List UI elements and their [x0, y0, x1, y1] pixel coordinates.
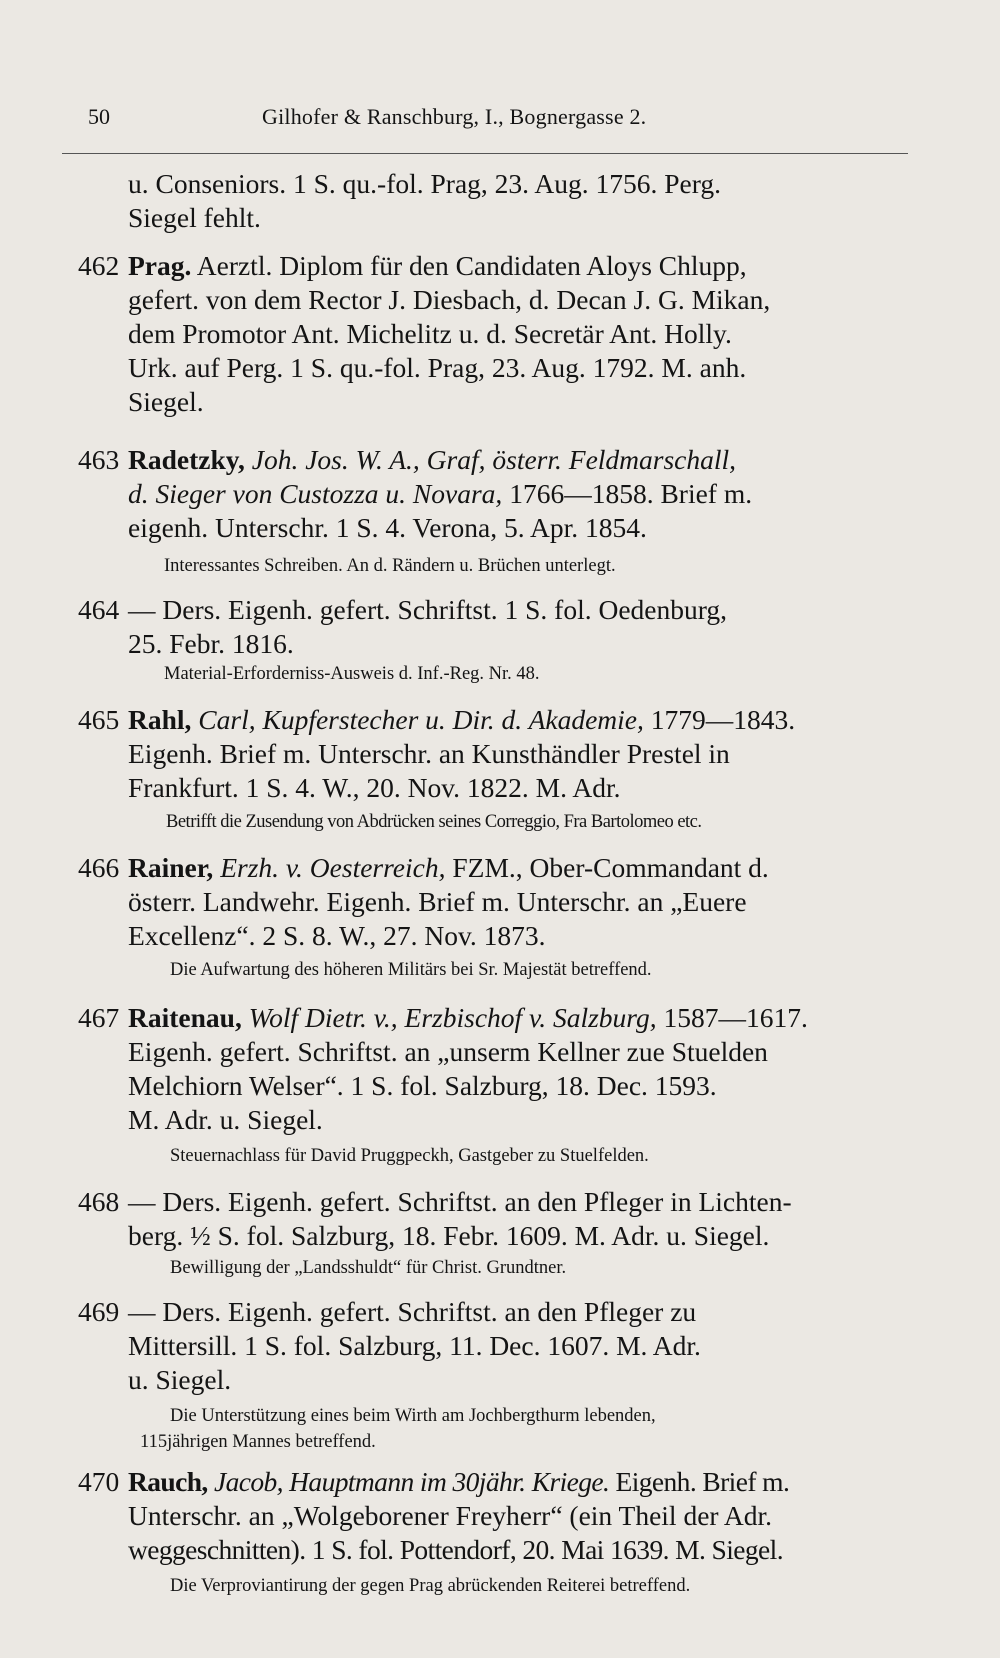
entry-467-line-3: Melchiorn Welser“. 1 S. fol. Salzburg, 18. Dec. 1593.	[128, 1070, 717, 1101]
entry-469-number: 469	[78, 1296, 120, 1327]
entry-467-note: Steuernachlass für David Pruggpeckh, Gastgeber zu Stuelfelden.	[170, 1146, 649, 1166]
entry-470-note: Die Verproviantirung der gegen Prag abrückenden Reiterei betreffend.	[170, 1576, 691, 1596]
entry-467-line-2: Eigenh. gefert. Schriftst. an „unserm Kellner zue Stuelden	[128, 1036, 768, 1067]
entry-466-line-1	[128, 852, 769, 884]
entry-468-note: Bewilligung der „Landsshuldt“ für Christ. Grundtner.	[170, 1258, 567, 1278]
entry-465-line-1-italic: Carl, Kupferstecher u. Dir. d. Akademie,	[191, 704, 644, 735]
entry-468-line-1: — Ders. Eigenh. gefert. Schriftst. an den Pfleger in Lichten-	[128, 1186, 792, 1217]
entry-463-line-2-italic: d. Sieger von Custozza u. Novara,	[128, 478, 503, 509]
entry-462-line-1-text: Aerztl. Diplom für den Candidaten Aloys Chlupp,	[191, 250, 747, 281]
entry-465-name: Rahl,	[128, 704, 192, 735]
entry-466-number: 466	[78, 852, 120, 883]
entry-466-note: Die Aufwartung des höheren Militärs bei Sr. Majestät betreffend.	[170, 960, 652, 980]
entry-462-line-3: dem Promotor Ant. Michelitz u. d. Secretär Ant. Holly.	[128, 318, 732, 349]
entry-465-line-3: Frankfurt. 1 S. 4. W., 20. Nov. 1822. M. Adr.	[128, 772, 621, 803]
entry-464-number: 464	[78, 594, 120, 625]
entry-463-line-2-text: 1766—1858. Brief m.	[502, 478, 753, 509]
entry-466-name: Rainer,	[128, 852, 214, 883]
entry-463-line-3: eigenh. Unterschr. 1 S. 4. Verona, 5. Apr. 1854.	[128, 512, 647, 543]
entry-463-number: 463	[78, 444, 120, 475]
entry-465-line-1	[128, 704, 795, 736]
entry-465-line-2: Eigenh. Brief m. Unterschr. an Kunsthändler Prestel in	[128, 738, 730, 769]
entry-469-note-line-2: 115jährigen Mannes betreffend.	[140, 1432, 376, 1452]
entry-467-line-1	[128, 1002, 808, 1034]
entry-462-name: Prag.	[128, 250, 192, 281]
entry-467-name: Raitenau,	[128, 1002, 242, 1033]
entry-469-line-1: — Ders. Eigenh. gefert. Schriftst. an den Pfleger zu	[128, 1296, 697, 1327]
entry-462-line-5: Siegel.	[128, 386, 204, 417]
entry-463-name: Radetzky,	[128, 444, 245, 475]
entry-continuation-line-2: Siegel fehlt.	[128, 202, 261, 233]
entry-continuation-line-1: u. Conseniors. 1 S. qu.-fol. Prag, 23. Aug. 1756. Perg.	[128, 168, 722, 199]
entry-463-line-1-italic: Joh. Jos. W. A., Graf, österr. Feldmarschall,	[244, 444, 737, 475]
entry-466-line-1-italic: Erzh. v. Oesterreich,	[213, 852, 446, 883]
entry-464-note: Material-Erforderniss-Ausweis d. Inf.-Reg. Nr. 48.	[164, 664, 540, 684]
entry-467-line-1-text: 1587—1617.	[656, 1002, 808, 1033]
entry-464-line-2: 25. Febr. 1816.	[128, 628, 294, 659]
entry-469-line-2: Mittersill. 1 S. fol. Salzburg, 11. Dec. 1607. M. Adr.	[128, 1330, 701, 1361]
entry-470-name: Rauch,	[128, 1466, 208, 1497]
entry-464-line-1: — Ders. Eigenh. gefert. Schriftst. 1 S. fol. Oedenburg,	[128, 594, 728, 625]
entry-463-note: Interessantes Schreiben. An d. Rändern u. Brüchen unterlegt.	[164, 556, 616, 576]
entry-467-number: 467	[78, 1002, 120, 1033]
entry-463-line-1	[128, 444, 736, 476]
entry-462-line-1	[128, 250, 747, 282]
entry-470-line-1-text: Eigenh. Brief m.	[609, 1466, 790, 1497]
entry-470-line-2: Unterschr. an „Wolgeborener Freyherr“ (ein Theil der Adr.	[128, 1500, 773, 1531]
entry-465-line-1-text: 1779—1843.	[643, 704, 796, 735]
entry-469-note-line-1: Die Unterstützung eines beim Wirth am Jochbergthurm lebenden,	[170, 1406, 656, 1426]
entry-466-line-1-text: FZM., Ober-Commandant d.	[445, 852, 769, 883]
entry-467-line-1-italic: Wolf Dietr. v., Erzbischof v. Salzburg,	[241, 1002, 657, 1033]
entry-469-line-3: u. Siegel.	[128, 1364, 232, 1395]
entry-470-line-1-italic: Jacob, Hauptmann im 30jähr. Kriege.	[207, 1466, 610, 1497]
header-rule	[62, 153, 908, 154]
page-header	[0, 104, 1000, 144]
entry-470-number: 470	[78, 1466, 120, 1497]
entry-466-line-2: österr. Landwehr. Eigenh. Brief m. Unterschr. an „Euere	[128, 886, 747, 917]
entry-462-line-2: gefert. von dem Rector J. Diesbach, d. Decan J. G. Mikan,	[128, 284, 771, 315]
entry-465-note: Betrifft die Zusendung von Abdrücken seines Correggio, Fra Bartolomeo etc.	[166, 812, 702, 832]
entry-468-line-2: berg. ½ S. fol. Salzburg, 18. Febr. 1609. M. Adr. u. Siegel.	[128, 1220, 770, 1251]
entry-466-line-3: Excellenz“. 2 S. 8. W., 27. Nov. 1873.	[128, 920, 546, 951]
running-head: Gilhofer & Ranschburg, I., Bognergasse 2.	[262, 104, 647, 129]
entry-470-line-3: weggeschnitten). 1 S. fol. Pottendorf, 20. Mai 1639. M. Siegel.	[128, 1534, 783, 1565]
entry-463-line-2	[128, 478, 752, 510]
entry-462-line-4: Urk. auf Perg. 1 S. qu.-fol. Prag, 23. Aug. 1792. M. anh.	[128, 352, 747, 383]
entry-468-number: 468	[78, 1186, 120, 1217]
entry-467-line-4: M. Adr. u. Siegel.	[128, 1104, 323, 1135]
page-number: 50	[88, 104, 110, 129]
entry-462-number: 462	[78, 250, 120, 281]
entry-470-line-1	[128, 1466, 789, 1498]
entry-465-number: 465	[78, 704, 120, 735]
